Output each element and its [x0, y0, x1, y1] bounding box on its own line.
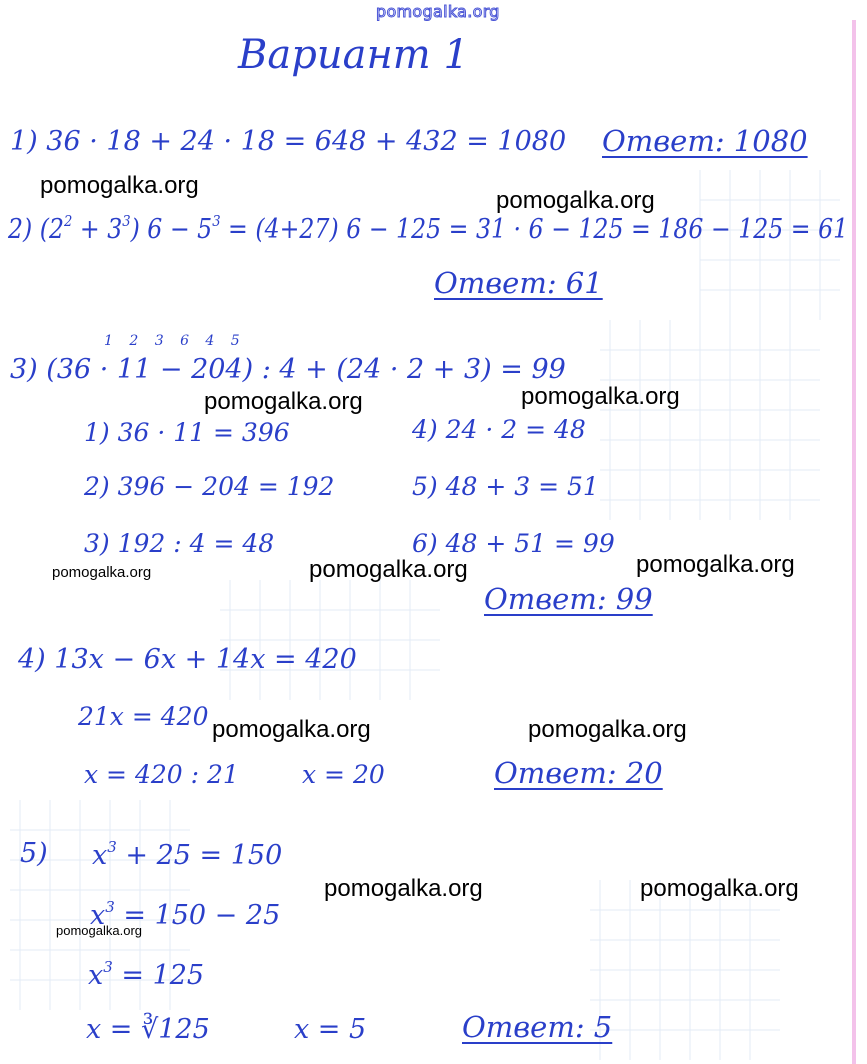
- task-2-number: 2): [8, 214, 33, 245]
- watermark: pomogalka.org: [40, 172, 199, 199]
- task-2-answer: Ответ: 61: [434, 266, 603, 300]
- site-header-link[interactable]: pomogalka.org: [376, 2, 500, 21]
- task-2-exp-3: 3: [212, 212, 221, 230]
- watermark: pomogalka.org: [309, 556, 468, 583]
- task-5-s2-rest: = 125: [112, 960, 205, 991]
- task-3-step-3: 3) 192 : 4 = 48: [84, 529, 275, 558]
- task-4-step-2: x = 420 : 21: [84, 760, 239, 789]
- task-2-exp-2: 3: [122, 212, 131, 230]
- task-3-solution: 3) (36 · 11 − 204) : 4 + (24 · 2 + 3) = 99: [10, 354, 566, 385]
- task-5-s1-exp: 3: [105, 898, 115, 916]
- task-5-s2-x: x: [88, 960, 104, 991]
- watermark: pomogalka.org: [496, 187, 655, 214]
- watermark: pomogalka.org: [56, 923, 142, 938]
- task-5-number: 5): [20, 838, 48, 869]
- task-1-answer: Ответ: 1080: [602, 124, 808, 158]
- task-1-solution: 1) 36 · 18 + 24 · 18 = 648 + 432 = 1080: [10, 126, 567, 157]
- task-5-s1-x: x: [90, 900, 106, 931]
- task-5-s1-rest: = 150 − 25: [114, 900, 281, 931]
- page-margin-line: [852, 20, 856, 1064]
- task-3-step-4: 4) 24 · 2 = 48: [412, 415, 586, 444]
- task-5-equation: [92, 838, 282, 871]
- task-5-answer: Ответ: 5: [462, 1010, 613, 1044]
- watermark: pomogalka.org: [521, 383, 680, 410]
- watermark: pomogalka.org: [528, 716, 687, 743]
- task-3-step-2: 2) 396 − 204 = 192: [84, 472, 335, 501]
- task-2-solution: [8, 212, 848, 245]
- task-3-step-5: 5) 48 + 3 = 51: [412, 472, 599, 501]
- task-2-rest: = (4+27) 6 − 125 = 31 · 6 − 125 = 186 − 125 = 61: [220, 214, 849, 245]
- task-5-eq-exp: 3: [107, 838, 117, 856]
- task-2-plus: + 3: [72, 214, 123, 245]
- watermark: pomogalka.org: [636, 551, 795, 578]
- task-2-mid: ) 6 − 5: [130, 214, 213, 245]
- variant-title: Вариант 1: [238, 32, 469, 78]
- task-5-eq-x: x: [92, 840, 108, 871]
- task-2-exp-1: 2: [64, 212, 73, 230]
- watermark: pomogalka.org: [640, 875, 799, 902]
- task-5-step-3: x = ∛125: [86, 1014, 210, 1045]
- task-5-step-2: [88, 958, 204, 991]
- task-5-result: x = 5: [294, 1014, 367, 1045]
- task-3-answer: Ответ: 99: [484, 582, 653, 616]
- watermark: pomogalka.org: [212, 716, 371, 743]
- task-4-equation: 4) 13x − 6x + 14x = 420: [18, 644, 357, 675]
- task-4-result: x = 20: [302, 760, 385, 789]
- task-5-s2-exp: 3: [103, 958, 113, 976]
- task-4-answer: Ответ: 20: [494, 756, 663, 790]
- task-4-step-1: 21x = 420: [78, 702, 209, 731]
- task-3-step-1: 1) 36 · 11 = 396: [84, 418, 290, 447]
- watermark: pomogalka.org: [204, 388, 363, 415]
- task-2-open: (2: [39, 214, 65, 245]
- watermark: pomogalka.org: [52, 564, 152, 581]
- task-5-eq-rest: + 25 = 150: [116, 840, 283, 871]
- watermark: pomogalka.org: [324, 875, 483, 902]
- task-3-order-marks: 1 2 3 6 4 5: [104, 333, 246, 349]
- task-3-step-6: 6) 48 + 51 = 99: [412, 529, 615, 558]
